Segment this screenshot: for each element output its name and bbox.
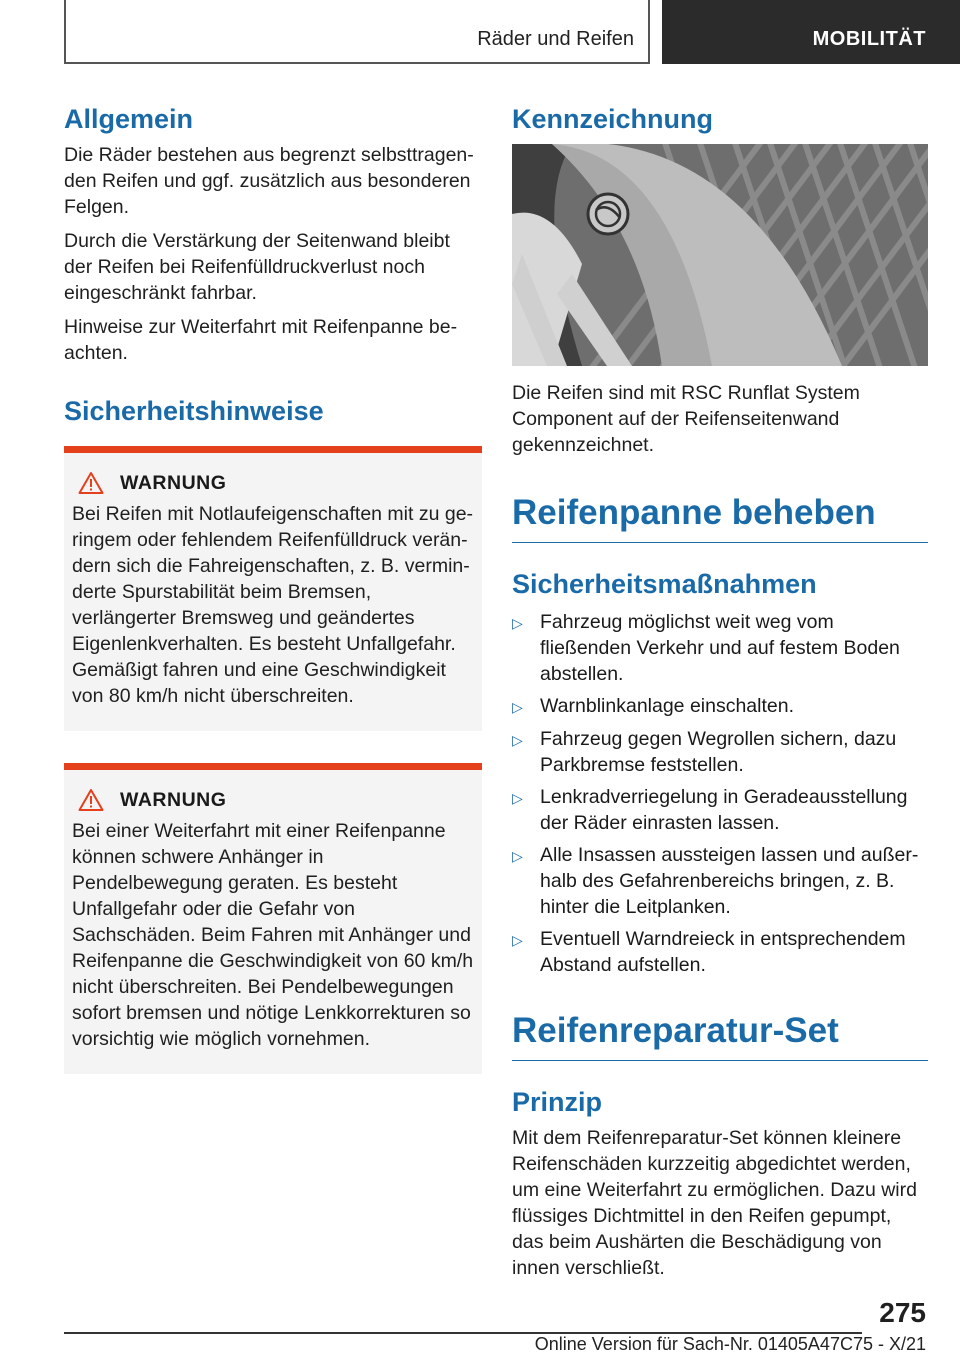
warning-title: WARNUNG [120, 788, 227, 811]
triangle-right-icon: ▷ [512, 932, 523, 948]
heading-kennzeichnung: Kennzeichnung [512, 104, 713, 134]
warning-box [64, 763, 482, 1074]
warning-triangle-icon [78, 471, 104, 495]
chapter-title: Räder und Reifen [64, 0, 650, 64]
warning-header [72, 471, 474, 495]
paragraph: Die Räder bestehen aus begrenzt selbsttragenden Reifen und ggf. zusätzlich aus besonderen Felgen. [64, 144, 474, 218]
right-column [512, 100, 928, 1289]
warning-header [72, 788, 474, 812]
warning-text: Bei Reifen mit Notlaufeigenschaften mit zu geringem oder fehlendem Reifenfülldruck verändern sich die Fahreigenschaften, z. B. verminderte Spurstabilität beim Bremsen, verlängerter Bremsweg und geändertes Eigenlenkverhalten. Es besteht Unfallgefahr. Gemäßigt fahren und eine Geschwindigkeit von 80 km/h nicht überschreiten. [72, 503, 474, 707]
paragraph: Die Reifen sind mit RSC Runflat System Component auf der Reifenseitenwand gekennzeichnet. [512, 382, 860, 456]
list-item: ▷ Fahrzeug gegen Wegrollen sichern, dazu Parkbremse feststellen. [512, 728, 897, 776]
warning-triangle-icon [78, 788, 104, 812]
tire-illustration [512, 144, 928, 366]
heading-reifenreparatur-set: Reifenreparatur-Set [512, 1008, 928, 1061]
warning-title: WARNUNG [120, 471, 227, 494]
paragraph: Mit dem Reifenreparatur-Set können kleinere Reifenschäden kurzzeitig abgedichtet werden, um eine Weiterfahrt zu ermöglichen. Dazu wird flüssiges Dichtmittel in den Reifen gepumpt, das beim Aushärten die Beschädigung von innen verschließt. [512, 1127, 917, 1279]
list-item: ▷ Fahrzeug möglichst weit weg vom fließenden Verkehr und auf festem Boden abstellen. [512, 611, 900, 685]
left-column [64, 100, 482, 1074]
steps-list [512, 609, 928, 978]
warning-box [64, 446, 482, 731]
page-header [0, 0, 960, 66]
list-item: ▷ Warnblinkanlage einschalten. [512, 693, 928, 720]
paragraph: Hinweise zur Weiterfahrt mit Reifenpanne beachten. [64, 316, 458, 364]
page-number: 275 [879, 1297, 926, 1328]
triangle-right-icon: ▷ [512, 790, 523, 806]
list-item: ▷ Eventuell Warndreieck in entsprechendem Abstand aufstellen. [512, 928, 906, 976]
list-item: ▷ Lenkradverriegelung in Geradeausstellung der Räder einrasten lassen. [512, 786, 908, 834]
warning-text: Bei einer Weiterfahrt mit einer Reifenpanne können schwere Anhänger in Pendelbewegung geraten. Es besteht Unfallgefahr oder die Gefahr von Sachschäden. Beim Fahren mit Anhänger und Reifenpanne die Geschwindigkeit von 60 km/h nicht überschreiten. Bei Pendelbewegungen sofort bremsen und nötige Lenkkorrekturen so vorsichtig wie möglich vornehmen. [72, 820, 474, 1050]
triangle-right-icon: ▷ [512, 732, 523, 748]
heading-reifenpanne-beheben: Reifenpanne beheben [512, 490, 928, 543]
list-item: ▷ Alle Insassen aussteigen lassen und außerhalb des Gefahrenbereichs bringen, z. B. hinter die Leitplanken. [512, 844, 919, 918]
triangle-right-icon: ▷ [512, 615, 523, 631]
footer-online-version: Online Version für Sach-Nr. 01405A47C75 - X/21 [534, 1334, 926, 1354]
paragraph: Durch die Verstärkung der Seitenwand bleibt der Reifen bei Reifenfülldruckverlust noch eingeschränkt fahrbar. [64, 230, 450, 304]
heading-prinzip: Prinzip [512, 1087, 603, 1117]
triangle-right-icon: ▷ [512, 699, 523, 715]
heading-allgemein: Allgemein [64, 104, 194, 134]
heading-sicherheitsmassnahmen: Sicherheitsmaßnahmen [512, 569, 817, 599]
section-tab: MOBILITÄT [662, 0, 960, 64]
triangle-right-icon: ▷ [512, 848, 523, 864]
heading-sicherheitshinweise: Sicherheitshinweise [64, 396, 324, 426]
